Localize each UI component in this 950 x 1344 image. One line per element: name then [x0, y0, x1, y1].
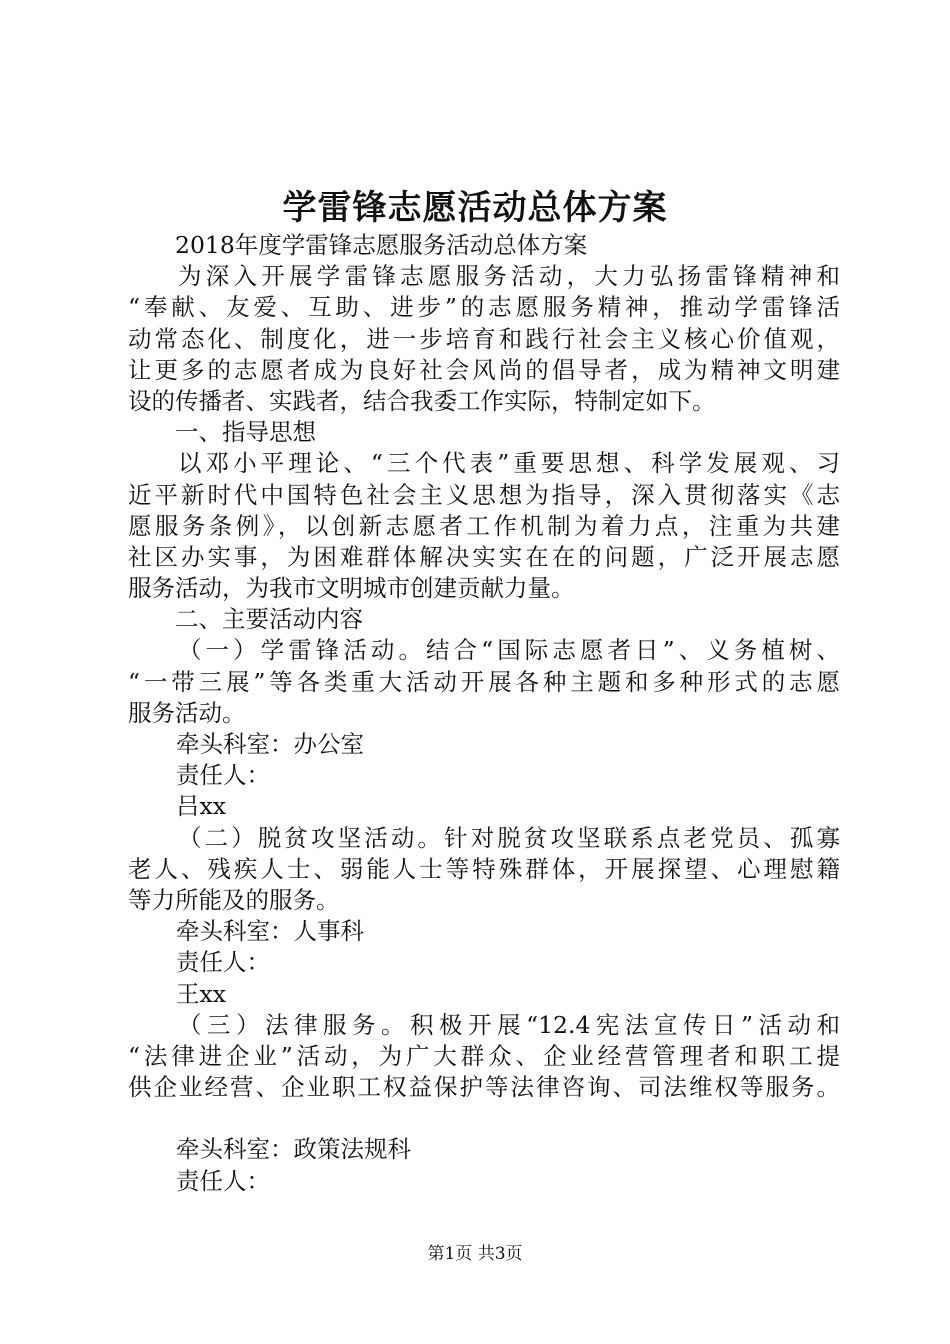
paragraph-line: “奉献、友爱、互助、进步”的志愿服务精神，推动学雷锋活	[128, 293, 840, 322]
lead-department-line: 牵头科室：办公室	[176, 730, 364, 758]
document-title: 学雷锋志愿活动总体方案	[282, 188, 668, 228]
lead-department-line: 牵头科室：人事科	[176, 917, 364, 946]
responsible-person-name: 王xx	[176, 979, 227, 1008]
page-indicator: 第1页 共3页	[427, 1244, 523, 1264]
section-heading: 一、指导思想	[175, 418, 316, 447]
responsible-person-name: 吕xx	[176, 792, 227, 821]
subtitle-line: 2018年度学雷锋志愿服务活动总体方案	[175, 231, 588, 259]
paragraph-line: 动常态化、制度化，进一步培育和践行社会主义核心价值观，	[128, 324, 840, 353]
paragraph-line: 以邓小平理论、“三个代表”重要思想、科学发展观、习	[178, 449, 840, 478]
paragraph-line: 服务活动。	[128, 698, 246, 727]
paragraph-line: 等力所能及的服务。	[128, 885, 340, 914]
paragraph-line: 设的传播者、实践者，结合我委工作实际，特制定如下。	[128, 386, 716, 415]
paragraph-line: 供企业经营、企业职工权益保护等法律咨询、司法维权等服务。	[128, 1073, 840, 1102]
section-heading: 二、主要活动内容	[175, 605, 363, 634]
paragraph-line: （一）学雷锋活动。结合“国际志愿者日”、义务植树、	[178, 636, 840, 665]
responsible-person-label: 责任人：	[176, 761, 270, 790]
lead-department-line: 牵头科室：政策法规科	[176, 1135, 411, 1164]
paragraph-line: 让更多的志愿者成为良好社会风尚的倡导者，成为精神文明建	[128, 355, 840, 384]
paragraph-line: 服务活动，为我市文明城市创建贡献力量。	[128, 574, 575, 603]
paragraph-line: 社区办实事，为困难群体解决实实在在的问题，广泛开展志愿	[128, 542, 840, 571]
paragraph-line: （三）法律服务。积极开展“12.4宪法宣传日”活动和	[178, 1010, 840, 1039]
responsible-person-label: 责任人：	[176, 948, 270, 977]
paragraph-line: 近平新时代中国特色社会主义思想为指导，深入贯彻落实《志	[128, 480, 840, 509]
responsible-person-label: 责任人：	[176, 1166, 270, 1195]
paragraph-line: 愿服务条例》，以创新志愿者工作机制为着力点，注重为共建	[128, 511, 840, 540]
paragraph-line: 老人、残疾人士、弱能人士等特殊群体，开展探望、心理慰籍	[128, 854, 840, 883]
paragraph-line: “一带三展”等各类重大活动开展各种主题和多种形式的志愿	[128, 667, 840, 696]
document-body	[128, 230, 840, 1197]
paragraph-line: “法律进企业”活动，为广大群众、企业经营管理者和职工提	[128, 1041, 840, 1070]
paragraph-line: 为深入开展学雷锋志愿服务活动，大力弘扬雷锋精神和	[178, 262, 840, 291]
blank-line	[128, 1103, 840, 1134]
paragraph-line: （二）脱贫攻坚活动。针对脱贫攻坚联系点老党员、孤寡	[178, 823, 840, 852]
